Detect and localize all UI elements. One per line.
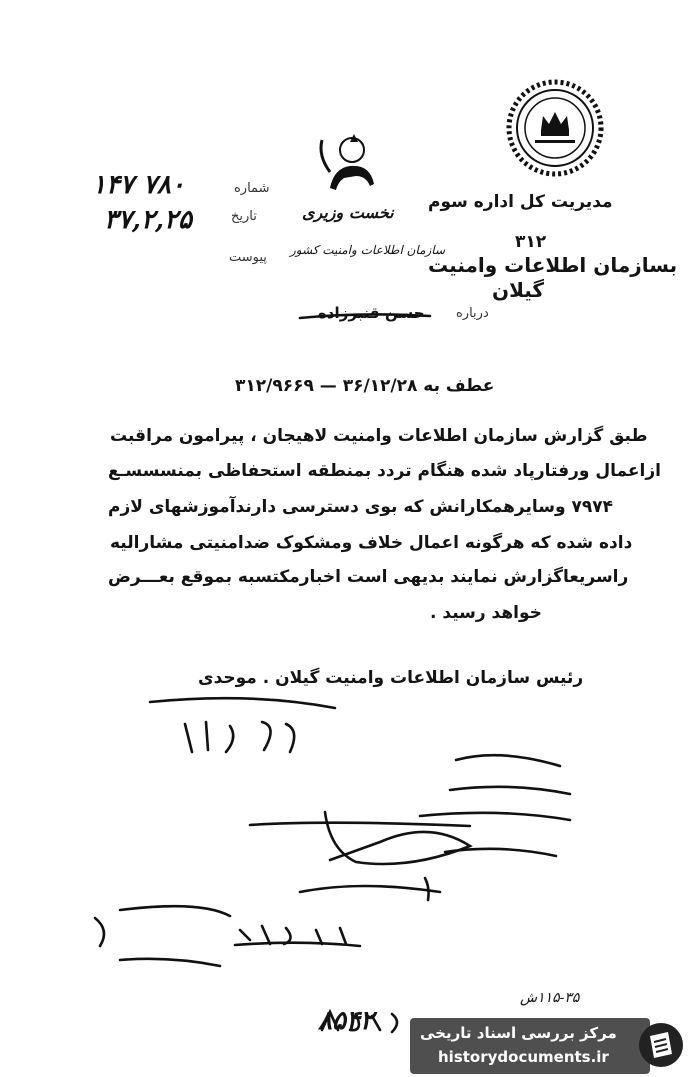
- watermark-persian: مرکز بررسی اسناد تاریخی: [420, 1024, 617, 1042]
- attachment-label: پیوست: [229, 250, 267, 265]
- signature-title: رئیس سازمان اطلاعات وامنیت گیلان . موحدی: [198, 668, 584, 688]
- body-line-4: داده شده که هرگونه اعمال خلاف ومشکوک ضدامنیتی مشارالیه: [110, 533, 633, 553]
- office-code: ۳۱۲: [515, 232, 547, 252]
- number-label: شماره: [234, 181, 270, 196]
- date-label: تاریخ: [231, 209, 257, 224]
- reference-line: عطف به ۳۶/۱۲/۲۸ — ۳۱۲/۹۶۶۹: [235, 376, 495, 396]
- form-code: ۱۱۵-۳۵ش: [520, 990, 580, 1006]
- security-org-text: سازمان اطلاعات وامنیت کشور: [290, 243, 445, 257]
- letter-date: ۳۷,۲,۲۵: [104, 205, 192, 235]
- recipient-org: بسازمان اطلاعات وامنیت: [428, 253, 678, 277]
- body-line-3: ۷۹۷۴ وسایرهمکارانش که بوی دسترسی دارندآموزشهای لازم: [108, 497, 613, 517]
- archive-logo-icon: [636, 1020, 686, 1070]
- department-title: مدیریت کل اداره سوم: [428, 192, 613, 212]
- recipient-province: گیلان: [492, 278, 545, 302]
- body-line-2: ازاعمال ورفتارپاد شده هنگام تردد بمنطقه استحفاظی بمنسسسـع: [108, 461, 661, 481]
- archive-number: ۸۵۴۲: [318, 1006, 374, 1036]
- subject-value: حسن قنبرزاده: [318, 304, 425, 322]
- watermark-url: historydocuments.ir: [438, 1048, 609, 1066]
- body-line-5: راسریعاگزارش نمایند بدیهی است اخبارمکتسبه بموقع بعـــرض: [108, 567, 629, 587]
- body-line-1: طبق گزارش سازمان اطلاعات وامنیت لاهیجان ، پیرامون مراقبت: [110, 426, 648, 446]
- prime-minister-text: نخست وزیری: [302, 203, 394, 222]
- body-line-6: خواهد رسید .: [430, 603, 542, 623]
- letter-number: ۱۴۷ ۷۸۰: [92, 170, 185, 200]
- subject-label: درباره: [456, 306, 489, 321]
